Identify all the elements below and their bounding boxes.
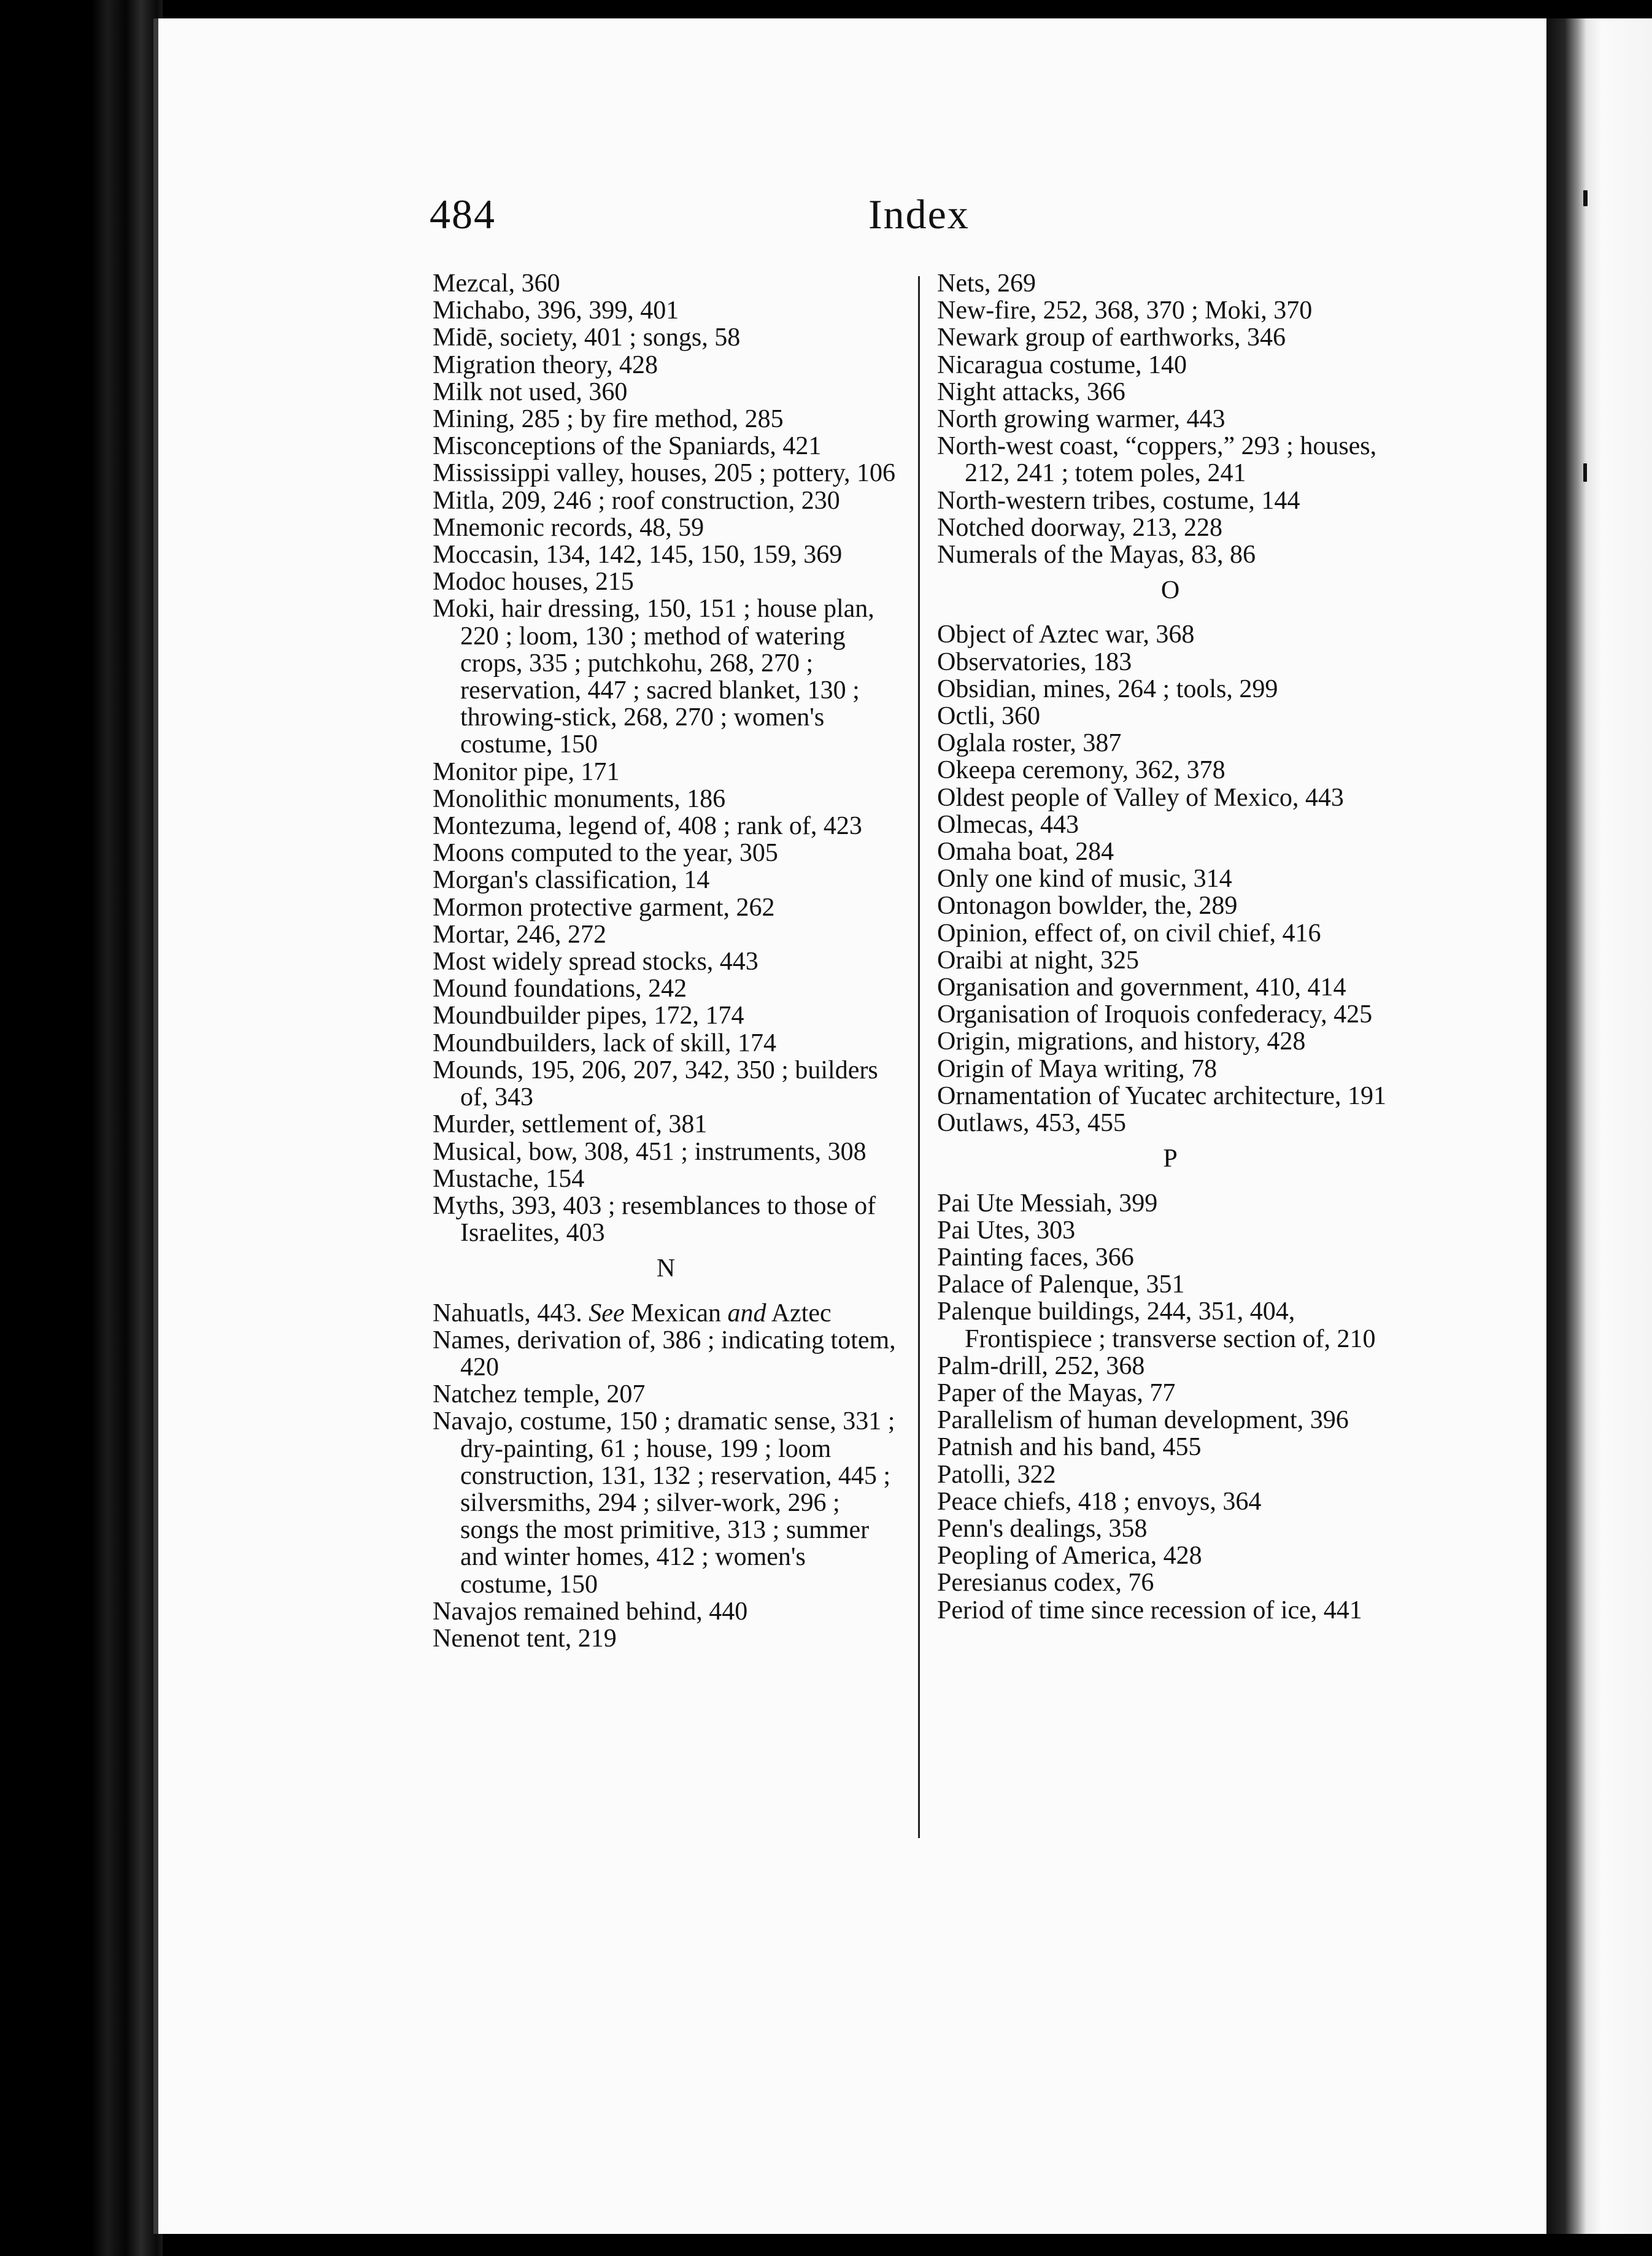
index-entry: Palm-drill, 252, 368 (937, 1351, 1145, 1380)
column-divider (918, 276, 920, 1838)
index-entry: Mining, 285 ; by fire method, 285 (433, 405, 784, 434)
index-entry: Michabo, 396, 399, 401 (433, 296, 679, 325)
index-entry: Period of time since recession of ice, 441 (937, 1596, 1362, 1624)
index-entry: Oglala roster, 387 (937, 729, 1122, 758)
index-entry: Ornamentation of Yucatec architecture, 191 (937, 1081, 1386, 1110)
section-letter-heading: N (656, 1254, 676, 1283)
entry-text: Nahuatls, 443. (433, 1299, 589, 1327)
index-entry: Mormon protective garment, 262 (433, 893, 775, 922)
index-entry: Moki, hair dressing, 150, 151 ; house plan, 220 ; loom, 130 ; method of watering crops, 335 ; putchkohu, 268, 270 ; reservation, 447 ; sacred blanket, 130 ; throwing-stick, 268, 270 ; women's costume, 150 (433, 595, 874, 759)
index-entry: Peresianus codex, 76 (937, 1569, 1154, 1597)
index-entry-nahuatls (433, 1300, 899, 1327)
index-entry: New-fire, 252, 368, 370 ; Moki, 370 (937, 296, 1313, 325)
index-entry: Morgan's classification, 14 (433, 866, 710, 895)
index-entry: Moccasin, 134, 142, 145, 150, 159, 369 (433, 541, 843, 570)
index-entry: Olmecas, 443 (937, 810, 1079, 839)
index-entry: North growing warmer, 443 (937, 405, 1225, 434)
see-reference: See (589, 1299, 625, 1327)
index-entry: Patnish and his band, 455 (937, 1433, 1202, 1462)
index-entry: Omaha boat, 284 (937, 838, 1114, 867)
index-entry: Navajo, costume, 150 ; dramatic sense, 331 ; dry-painting, 61 ; house, 199 ; loom construction, 131, 132 ; reservation, 445 ; silversmiths, 294 ; silver-work, 296 ; songs the most primitive, 313 ; summer and winter homes, 412 ; women's costume, 150 (433, 1407, 895, 1599)
and-connector: and (727, 1299, 766, 1327)
index-entry: Nenenot tent, 219 (433, 1624, 617, 1653)
section-letter-heading: P (1163, 1145, 1178, 1173)
index-entry: Nets, 269 (937, 269, 1036, 298)
index-entry: Peopling of America, 428 (937, 1542, 1202, 1570)
index-entry: Okeepa ceremony, 362, 378 (937, 756, 1225, 785)
index-entry: Natchez temple, 207 (433, 1380, 646, 1409)
index-column-right (937, 270, 1403, 1624)
index-entry: Mounds, 195, 206, 207, 342, 350 ; builders of, 343 (433, 1056, 878, 1112)
index-entry: Organisation and government, 410, 414 (937, 973, 1346, 1002)
index-entry: Pai Utes, 303 (937, 1216, 1076, 1245)
entry-text: Mexican (624, 1299, 728, 1327)
page-speck (1583, 463, 1587, 482)
index-entry: Oraibi at night, 325 (937, 946, 1139, 975)
index-entry: Milk not used, 360 (433, 377, 628, 406)
index-entry: Moons computed to the year, 305 (433, 839, 778, 868)
index-entry: Origin of Maya writing, 78 (937, 1054, 1218, 1083)
index-entry: Newark group of earthworks, 346 (937, 323, 1286, 352)
index-entry: Names, derivation of, 386 ; indicating totem, 420 (433, 1326, 896, 1381)
index-entry: Nicaragua costume, 140 (937, 350, 1187, 379)
index-entry: Pai Ute Messiah, 399 (937, 1189, 1158, 1218)
index-entry: Mortar, 246, 272 (433, 920, 606, 949)
index-entry: Oldest people of Valley of Mexico, 443 (937, 783, 1344, 812)
index-entry: Obsidian, mines, 264 ; tools, 299 (937, 674, 1278, 703)
index-entry: Outlaws, 453, 455 (937, 1109, 1126, 1138)
facing-page-edge (1546, 18, 1652, 2234)
index-entry: Patolli, 322 (937, 1460, 1056, 1489)
index-entry: Most widely spread stocks, 443 (433, 948, 758, 976)
section-letter-heading: O (1160, 576, 1180, 605)
index-entry: Peace chiefs, 418 ; envoys, 364 (937, 1487, 1262, 1516)
index-entry: Mnemonic records, 48, 59 (433, 513, 704, 542)
index-entry: Mezcal, 360 (433, 269, 560, 298)
index-entry: Montezuma, legend of, 408 ; rank of, 423 (433, 812, 862, 841)
index-entry: Painting faces, 366 (937, 1243, 1134, 1272)
index-entry: Moundbuilders, lack of skill, 174 (433, 1029, 776, 1057)
page-speck (1583, 190, 1588, 206)
index-entry: Penn's dealings, 358 (937, 1514, 1148, 1543)
index-entry: Numerals of the Mayas, 83, 86 (937, 541, 1256, 570)
index-entry: Opinion, effect of, on civil chief, 416 (937, 919, 1321, 948)
index-entry: North-western tribes, costume, 144 (937, 486, 1300, 515)
entry-text: Aztec (766, 1299, 832, 1327)
index-column-left (433, 270, 899, 1652)
index-entry: Musical, bow, 308, 451 ; instruments, 308 (433, 1137, 867, 1166)
index-entry: Moundbuilder pipes, 172, 174 (433, 1002, 744, 1030)
index-entry: Octli, 360 (937, 702, 1040, 731)
index-entry: Ontonagon bowlder, the, 289 (937, 892, 1238, 921)
index-entry: Mustache, 154 (433, 1164, 585, 1193)
index-entry: Palace of Palenque, 351 (937, 1270, 1185, 1299)
index-entry: Myths, 393, 403 ; resemblances to those of Israelites, 403 (433, 1191, 876, 1248)
index-entry: Misconceptions of the Spaniards, 421 (433, 432, 822, 461)
running-head: Index (868, 191, 970, 238)
index-entry: Monitor pipe, 171 (433, 757, 620, 786)
index-entry: Object of Aztec war, 368 (937, 620, 1195, 649)
index-entry: Origin, migrations, and history, 428 (937, 1027, 1306, 1056)
book-spine (0, 0, 163, 2256)
index-entry: Organisation of Iroquois confederacy, 425 (937, 1000, 1373, 1029)
index-entry: Only one kind of music, 314 (937, 865, 1232, 894)
index-entry: Monolithic monuments, 186 (433, 784, 726, 813)
index-entry: Parallelism of human development, 396 (937, 1406, 1349, 1435)
index-entry: Observatories, 183 (937, 647, 1132, 676)
index-entry: Navajos remained behind, 440 (433, 1597, 748, 1626)
index-entry: Murder, settlement of, 381 (433, 1110, 708, 1139)
index-entry: Mississippi valley, houses, 205 ; pottery, 106 (433, 459, 896, 488)
page-number: 484 (430, 191, 496, 238)
index-entry: Modoc houses, 215 (433, 568, 634, 597)
index-entry: Night attacks, 366 (937, 377, 1125, 406)
index-entry: Paper of the Mayas, 77 (937, 1378, 1176, 1407)
index-entry: Midē, society, 401 ; songs, 58 (433, 323, 741, 352)
index-entry: Notched doorway, 213, 228 (937, 513, 1223, 542)
index-entry: Migration theory, 428 (433, 350, 658, 379)
index-entry: Mound foundations, 242 (433, 975, 687, 1003)
index-entry: North-west coast, “coppers,” 293 ; houses, 212, 241 ; totem poles, 241 (937, 432, 1377, 488)
index-entry: Mitla, 209, 246 ; roof construction, 230 (433, 486, 840, 515)
index-entry: Palenque buildings, 244, 351, 404, Frontispiece ; transverse section of, 210 (937, 1297, 1376, 1353)
